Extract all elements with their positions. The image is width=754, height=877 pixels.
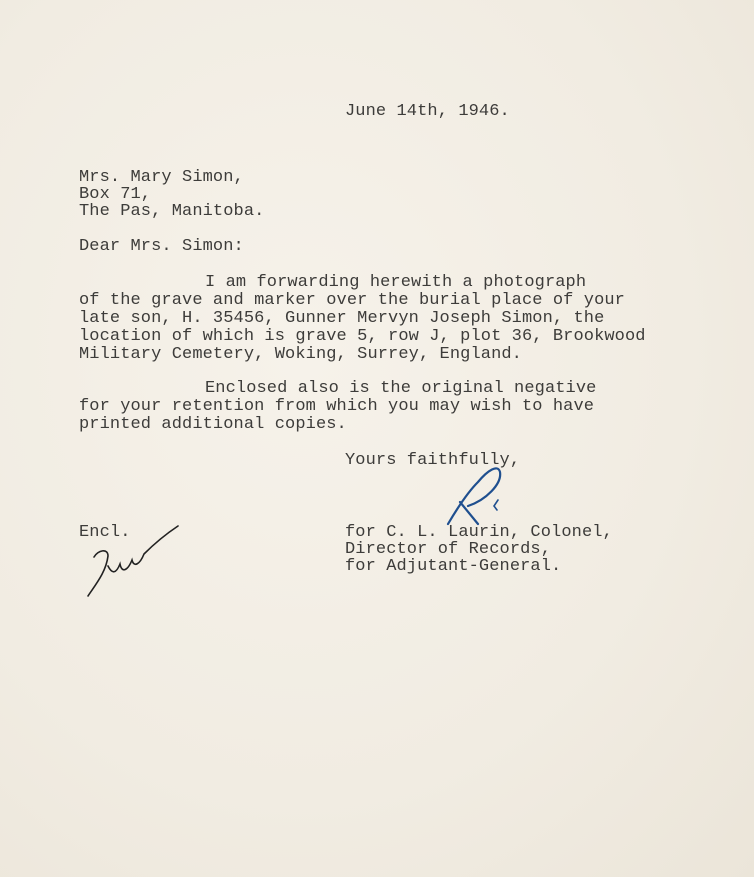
recipient-name: Mrs. Mary Simon,	[79, 168, 244, 187]
enclosure-note: Encl.	[79, 523, 131, 542]
paragraph-1-line: location of which is grave 5, row J, plot 36, Brookwood	[79, 327, 646, 346]
paragraph-1-line: of the grave and marker over the burial place of your	[79, 291, 625, 310]
recipient-box: Box 71,	[79, 185, 152, 204]
letter-date: June 14th, 1946.	[345, 102, 510, 121]
blue-ink-signature	[440, 462, 520, 532]
paragraph-2-line: printed additional copies.	[79, 415, 347, 434]
signatory-line: for C. L. Laurin, Colonel,	[345, 523, 613, 542]
paragraph-2-line: Enclosed also is the original negative	[205, 379, 597, 398]
signatory-title: Director of Records,	[345, 540, 552, 559]
signatory-office: for Adjutant-General.	[345, 557, 562, 576]
salutation: Dear Mrs. Simon:	[79, 237, 244, 256]
paragraph-2-line: for your retention from which you may wish to have	[79, 397, 595, 416]
paragraph-1-line: late son, H. 35456, Gunner Mervyn Joseph Simon, the	[79, 309, 605, 328]
recipient-city: The Pas, Manitoba.	[79, 202, 265, 221]
paragraph-1-line: Military Cemetery, Woking, Surrey, England.	[79, 345, 522, 364]
initials-signature	[82, 522, 182, 602]
closing: Yours faithfully,	[345, 451, 521, 470]
paragraph-1-line: I am forwarding herewith a photograph	[205, 273, 587, 292]
